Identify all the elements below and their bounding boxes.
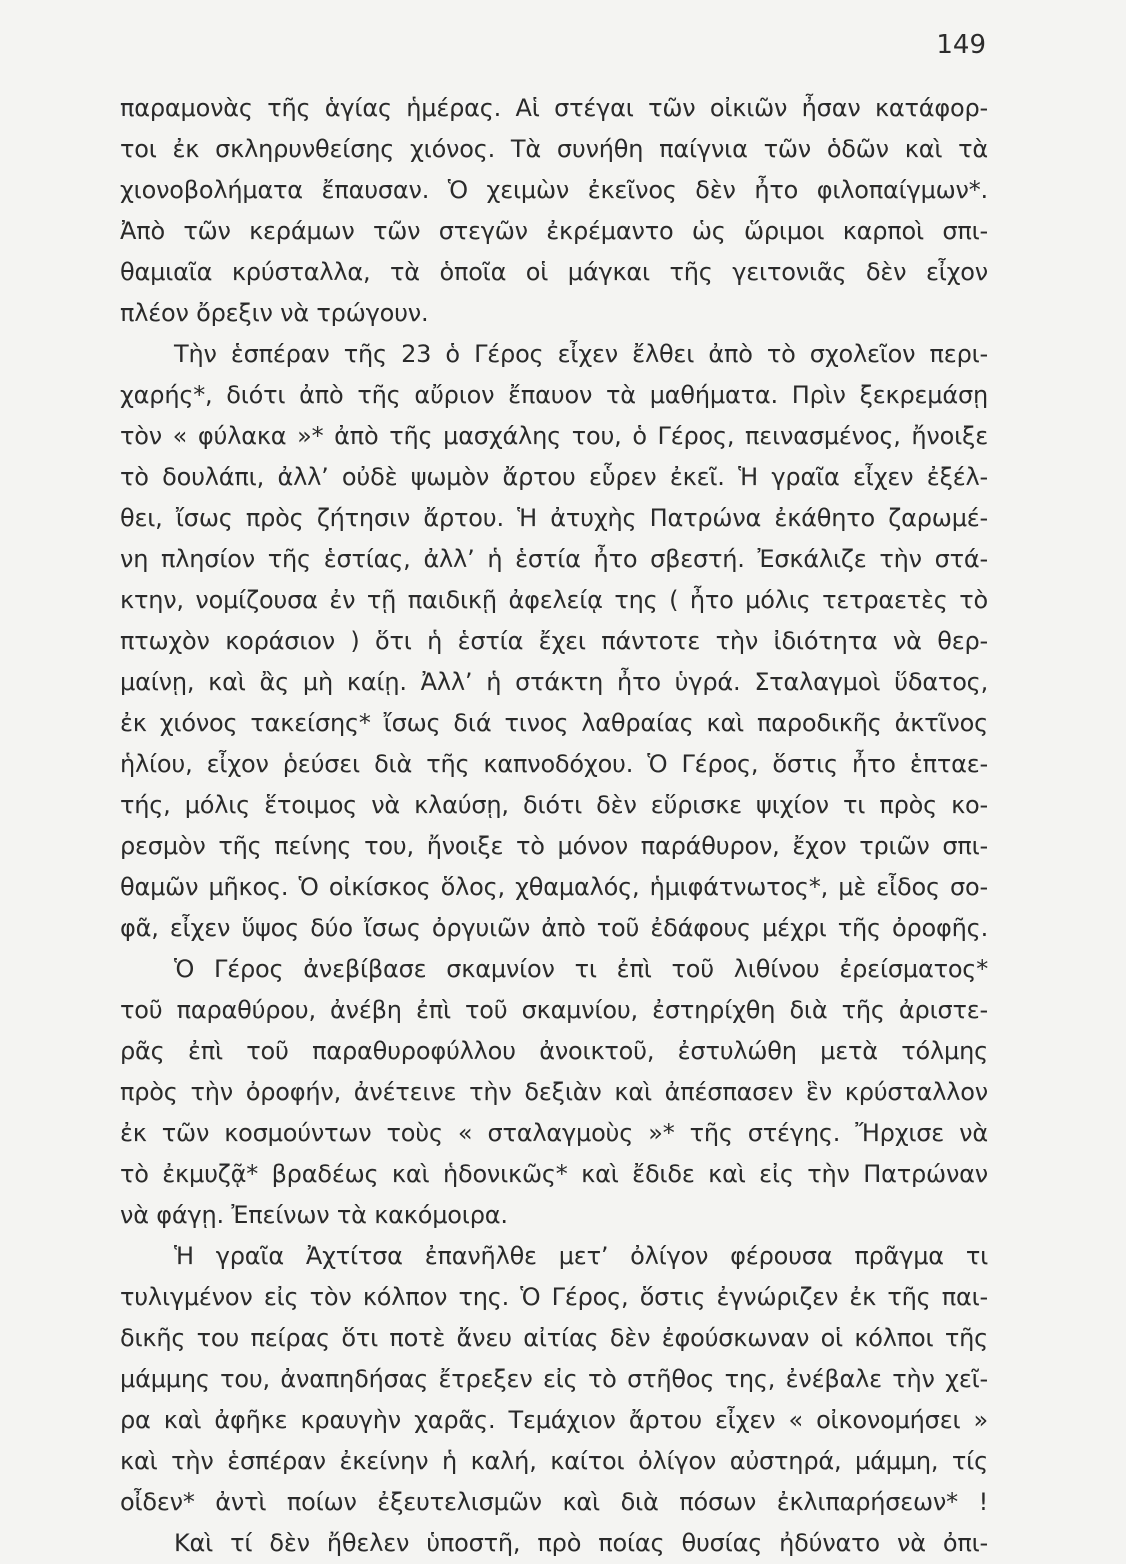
text-line: πρὸς τὴν ὀροφήν, ἀνέτεινε τὴν δεξιὰν καὶ ἀπέσπασεν ἓν κρύσταλλον [120, 1078, 988, 1106]
text-line: τὸ δουλάπι, ἀλλ’ οὐδὲ ψωμὸν ἄρτου εὗρεν ἐκεῖ. Ἡ γραῖα εἶχεν ἐξέλ- [120, 463, 988, 491]
text-line: τὸν « φύλακα »* ἀπὸ τῆς μασχάλης του, ὁ Γέρος, πεινασμένος, ἤνοιξε [120, 422, 988, 450]
text-line: τὸ ἐκμυζᾷ* βραδέως καὶ ἡδονικῶς* καὶ ἔδιδε καὶ εἰς τὴν Πατρώναν [120, 1160, 988, 1188]
text-line: χαρής*, διότι ἀπὸ τῆς αὔριον ἔπαυον τὰ μαθήματα. Πρὶν ξεκρεμάσῃ [120, 381, 988, 409]
text-line: θαμῶν μῆκος. Ὁ οἰκίσκος ὅλος, χθαμαλός, ἡμιφάτνωτος*, μὲ εἶδος σο- [120, 873, 988, 901]
text-line: κτην, νομίζουσα ἐν τῇ παιδικῇ ἀφελείᾳ της ( ἦτο μόλις τετραετὲς τὸ [120, 586, 988, 614]
text-line: ἐκ τῶν κοσμούντων τοὺς « σταλαγμοὺς »* τῆς στέγης. Ἤρχισε νὰ [120, 1119, 988, 1147]
text-line: φᾶ, εἶχεν ὕψος δύο ἴσως ὀργυιῶν ἀπὸ τοῦ ἐδάφους μέχρι τῆς ὀροφῆς. [120, 914, 988, 942]
text-line: νη πλησίον τῆς ἑστίας, ἀλλ’ ἡ ἑστία ἦτο σβεστή. Ἐσκάλιζε τὴν στά- [120, 545, 988, 573]
text-line: θει, ἴσως πρὸς ζήτησιν ἄρτου. Ἡ ἀτυχὴς Πατρώνα ἐκάθητο ζαρωμέ- [120, 504, 988, 532]
text-line: μαίνῃ, καὶ ἂς μὴ καίῃ. Ἀλλ’ ἡ στάκτη ἦτο ὑγρά. Σταλαγμοὶ ὕδατος, [120, 668, 988, 696]
text-line: καὶ τὴν ἑσπέραν ἐκείνην ἡ καλή, καίτοι ὀλίγον αὐστηρά, μάμμη, τίς [120, 1447, 988, 1475]
text-line: παραμονὰς τῆς ἁγίας ἡμέρας. Αἱ στέγαι τῶν οἰκιῶν ἦσαν κατάφορ- [120, 94, 988, 122]
text-line: τοῦ παραθύρου, ἀνέβη ἐπὶ τοῦ σκαμνίου, ἐστηρίχθη διὰ τῆς ἀριστε- [120, 996, 988, 1024]
text-line: Τὴν ἑσπέραν τῆς 23 ὁ Γέρος εἶχεν ἔλθει ἀπὸ τὸ σχολεῖον περι- [174, 340, 988, 368]
text-line: ἡλίου, εἶχον ῥεύσει διὰ τῆς καπνοδόχου. Ὁ Γέρος, ὅστις ἦτο ἑπταε- [120, 750, 988, 778]
text-line: Ἀπὸ τῶν κεράμων τῶν στεγῶν ἐκρέμαντο ὡς ὥριμοι καρποὶ σπι- [120, 217, 988, 245]
text-line: ρα καὶ ἀφῆκε κραυγὴν χαρᾶς. Τεμάχιον ἄρτου εἶχεν « οἰκονομήσει » [120, 1406, 988, 1434]
text-line: μάμμης του, ἀναπηδήσας ἔτρεξεν εἰς τὸ στῆθος της, ἐνέβαλε τὴν χεῖ- [120, 1365, 988, 1393]
text-line: Καὶ τί δὲν ἤθελεν ὑποστῆ, πρὸ ποίας θυσίας ἠδύνατο νὰ ὀπι- [174, 1529, 988, 1557]
text-line: νὰ φάγῃ. Ἐπείνων τὰ κακόμοιρα. [120, 1201, 508, 1229]
text-line: τυλιγμένον εἰς τὸν κόλπον της. Ὁ Γέρος, ὅστις ἐγνώριζεν ἐκ τῆς παι- [120, 1283, 988, 1311]
text-line: χιονοβολήματα ἔπαυσαν. Ὁ χειμὼν ἐκεῖνος δὲν ἦτο φιλοπαίγμων*. [120, 176, 988, 204]
text-line: θαμιαῖα κρύσταλλα, τὰ ὁποῖα οἱ μάγκαι τῆς γειτονιᾶς δὲν εἶχον [120, 258, 988, 286]
text-line: τοι ἐκ σκληρυνθείσης χιόνος. Τὰ συνήθη παίγνια τῶν ὁδῶν καὶ τὰ [120, 135, 988, 163]
text-line: δικῆς του πείρας ὅτι ποτὲ ἄνευ αἰτίας δὲν ἐφούσκωναν οἱ κόλποι τῆς [120, 1324, 988, 1352]
text-line: οἶδεν* ἀντὶ ποίων ἐξευτελισμῶν καὶ διὰ πόσων ἐκλιπαρήσεων* ! [120, 1488, 988, 1516]
text-line: Ὁ Γέρος ἀνεβίβασε σκαμνίον τι ἐπὶ τοῦ λιθίνου ἐρείσματος* [174, 955, 988, 983]
text-line: πλέον ὄρεξιν νὰ τρώγουν. [120, 299, 429, 327]
page-number: 149 [936, 30, 986, 60]
text-line: πτωχὸν κοράσιον ) ὅτι ἡ ἑστία ἔχει πάντοτε τὴν ἰδιότητα νὰ θερ- [120, 627, 988, 655]
text-line: Ἡ γραῖα Ἀχτίτσα ἐπανῆλθε μετ’ ὀλίγον φέρουσα πρᾶγμα τι [174, 1242, 988, 1270]
text-line: ρᾶς ἐπὶ τοῦ παραθυροφύλλου ἀνοικτοῦ, ἐστυλώθη μετὰ τόλμης [120, 1037, 988, 1065]
text-line: τής, μόλις ἕτοιμος νὰ κλαύσῃ, διότι δὲν εὕρισκε ψιχίον τι πρὸς κο- [120, 791, 988, 819]
text-line: ρεσμὸν τῆς πείνης του, ἤνοιξε τὸ μόνον παράθυρον, ἔχον τριῶν σπι- [120, 832, 988, 860]
text-line: ἐκ χιόνος τακείσης* ἴσως διά τινος λαθραίας καὶ παροδικῆς ἀκτῖνος [120, 709, 988, 737]
